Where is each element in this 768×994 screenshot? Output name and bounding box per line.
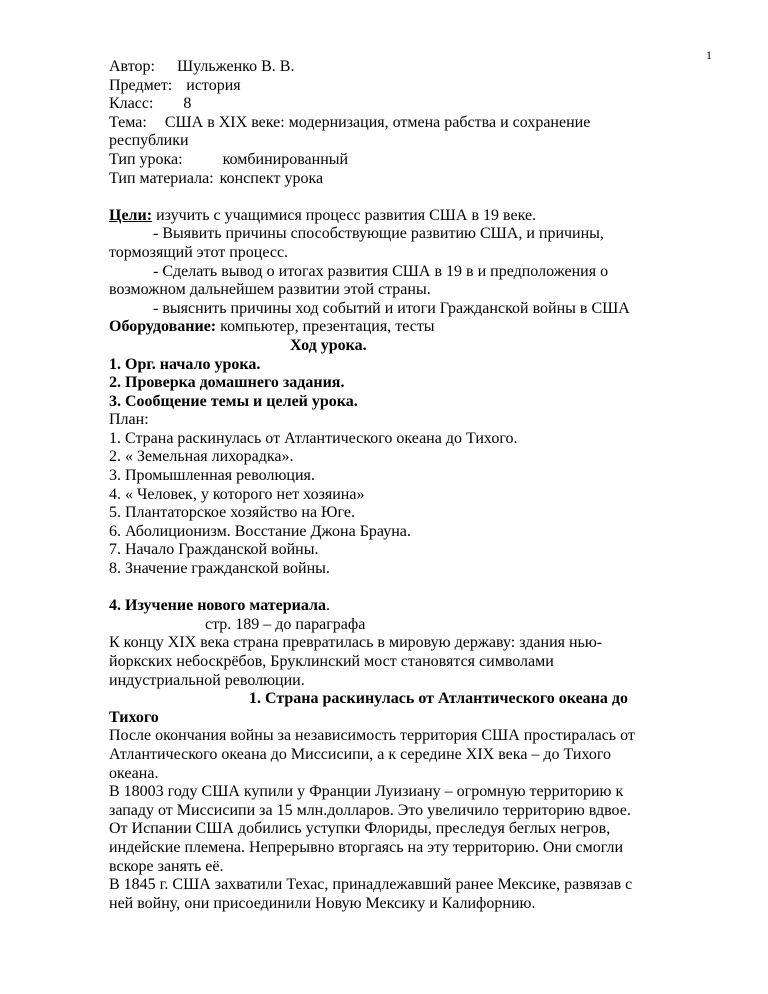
step-item: 1. Орг. начало урока. — [109, 355, 261, 373]
class-label: Класс: — [109, 95, 154, 113]
spacer — [109, 188, 729, 207]
material-type-value: конспект урока — [219, 169, 324, 187]
equipment-line — [109, 318, 729, 337]
intro-line: йоркских небоскрёбов, Бруклинский мост становятся символами — [109, 653, 554, 670]
page-reference: стр. 189 – до параграфа — [205, 615, 366, 633]
equipment-value: компьютер, презентация, тесты — [216, 318, 435, 336]
lesson-type-value: комбинированный — [222, 150, 349, 168]
goal-item: - выяснить причины ход событий и итоги Гражданской войны в США — [153, 299, 630, 317]
goal-item-cont: возможном дальнейшем развитии этой страны. — [109, 281, 431, 299]
plan-label: План: — [109, 411, 149, 429]
body-line: ней войну, они присоединили Новую Мексику и Калифорнию. — [109, 894, 536, 912]
body-line: В 18003 году США купили у Франции Луизиану – огромную территорию к — [109, 783, 624, 801]
plan-item: 2. « Земельная лихорадка». — [109, 448, 294, 466]
topic-value: США в XIX веке: модернизация, отмена рабства и сохранение — [164, 113, 591, 131]
step4-dot: . — [326, 597, 330, 615]
body-line: западу от Миссисипи за 15 млн.долларов. Это увеличило территорию вдвое. — [109, 801, 631, 819]
topic-line — [109, 114, 729, 133]
material-type-line — [109, 170, 729, 189]
section-1-title-cont: Тихого — [109, 708, 159, 726]
plan-item: 4. « Человек, у которого нет хозяина» — [109, 485, 365, 503]
equipment-label: Оборудование: — [109, 318, 217, 336]
step-item: 2. Проверка домашнего задания. — [109, 374, 345, 392]
document-content — [109, 58, 729, 913]
goal-item-cont: тормозящий этот процесс. — [109, 243, 289, 261]
page-number: 1 — [706, 48, 712, 62]
body-line: океана. — [109, 764, 159, 782]
body-line: вскоре занять её. — [109, 857, 224, 875]
author-line — [109, 58, 729, 77]
material-type-label: Тип материала: — [109, 169, 214, 187]
subject-line — [109, 77, 729, 96]
lesson-type-label: Тип урока: — [109, 150, 183, 168]
intro-line: индустриальной революции. — [109, 671, 305, 689]
goal-item: - Сделать вывод о итогах развития США в 19 в и предположения о — [153, 262, 609, 280]
body-line: В 1845 г. США захватили Техас, принадлежавший ранее Мексике, развязав с — [109, 876, 633, 894]
topic-line-2: республики — [109, 132, 189, 150]
plan-item: 5. Плантаторское хозяйство на Юге. — [109, 504, 355, 522]
body-line: индейские племена. Непрерывно вторгаясь на эту территорию. Они смогли — [109, 838, 624, 856]
plan-item: 1. Страна раскинулась от Атлантического океана до Тихого. — [109, 429, 518, 447]
intro-line: К концу XIX века страна превратилась в мировую державу: здания нью- — [109, 634, 603, 652]
author-value: Шульженко В. В. — [176, 58, 295, 75]
lesson-type-line — [109, 151, 729, 170]
body-line: Атлантического океана до Миссисипи, а к середине XIX века – до Тихого — [109, 745, 612, 763]
step4-heading: 4. Изучение нового материала — [109, 597, 326, 615]
body-line: От Испании США добились уступки Флориды, преследуя беглых негров, — [109, 820, 611, 838]
goals-text: изучить с учащимися процесс развития США в 19 веке. — [152, 206, 537, 224]
plan-item: 6. Аболиционизм. Восстание Джона Брауна. — [109, 522, 411, 540]
body-line: После окончания войны за независимость территория США простиралась от — [109, 727, 635, 745]
goal-item: - Выявить причины способствующие развитию США, и причины, — [153, 225, 604, 243]
topic-label: Тема: — [109, 113, 147, 131]
plan-item: 3. Промышленная революция. — [109, 467, 315, 485]
step-item: 3. Сообщение темы и целей урока. — [109, 392, 358, 410]
class-value: 8 — [183, 95, 192, 113]
goals-label: Цели: — [109, 206, 153, 224]
lesson-course-title: Ход урока. — [290, 336, 367, 354]
subject-label: Предмет: — [109, 76, 173, 94]
subject-value: история — [186, 76, 241, 94]
step4-line — [109, 597, 729, 616]
section-1-title: 1. Страна раскинулась от Атлантического океана до — [249, 690, 628, 708]
plan-item: 8. Значение гражданской войны. — [109, 560, 330, 578]
spacer — [109, 579, 729, 598]
plan-item: 7. Начало Гражданской войны. — [109, 541, 319, 559]
author-label: Автор: — [109, 58, 155, 75]
class-line — [109, 95, 729, 114]
goals-line — [109, 207, 729, 226]
